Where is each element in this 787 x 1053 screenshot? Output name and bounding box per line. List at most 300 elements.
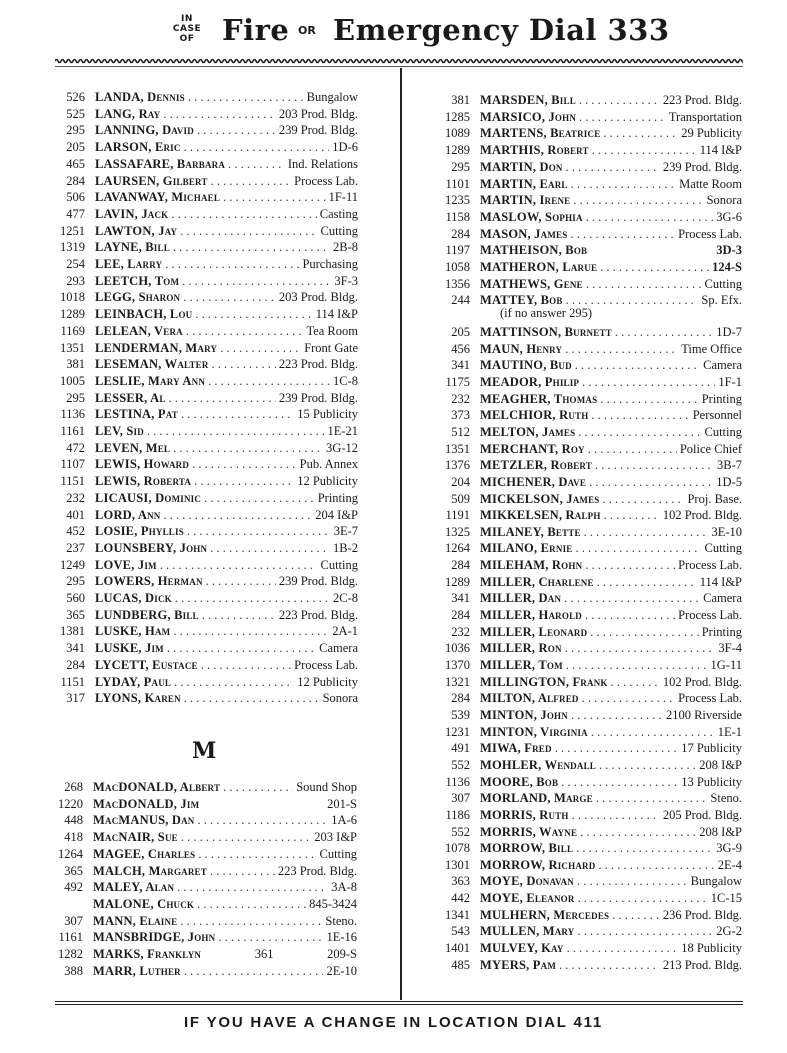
directory-entry	[50, 373, 358, 390]
extension-number: 1005	[60, 373, 85, 388]
location: Front Gate	[304, 340, 358, 355]
extension-number: 509	[451, 491, 470, 506]
employee-name: MINTON, Virginia	[480, 724, 588, 739]
dot-leader	[187, 523, 331, 540]
extension-number: 1058	[445, 260, 470, 274]
employee-name: LANDA, Dennis	[95, 90, 185, 104]
employee-name: MARSDEN, Bill	[480, 93, 576, 107]
location: 1B-2	[333, 540, 358, 555]
extension-number: 1107	[60, 457, 85, 472]
extension-number: 1249	[60, 557, 85, 572]
extension-number	[47, 896, 83, 913]
extension-number: 365	[64, 863, 83, 878]
employee-name: MIKKELSEN, Ralph	[480, 508, 601, 523]
employee-name: LEWIS, Howard	[95, 457, 190, 472]
employee-name: MARR, Luther	[93, 963, 181, 978]
directory-entry	[432, 657, 742, 674]
directory-entry	[432, 824, 742, 841]
directory-entry	[50, 173, 358, 190]
extension-number: 456	[451, 341, 470, 356]
directory-entry	[432, 690, 742, 707]
extension-number: 232	[451, 391, 470, 406]
dot-leader	[210, 540, 330, 557]
employee-name: LASSAFARE, Barbara	[95, 156, 226, 171]
bottom-rule-2	[55, 1004, 743, 1005]
extension-number: 244	[451, 293, 470, 308]
directory-entry	[432, 574, 742, 591]
extension-number: 472	[66, 440, 85, 455]
employee-name: LEV, Sid	[95, 424, 144, 438]
extension-number: 1018	[60, 290, 85, 305]
dot-leader	[577, 873, 688, 890]
dot-leader	[595, 457, 714, 474]
dot-leader	[573, 192, 703, 209]
employee-name: MARTIN, Irene	[480, 193, 571, 208]
directory-entry	[432, 457, 742, 474]
directory-entry	[50, 390, 358, 407]
dot-leader	[580, 824, 696, 841]
employee-name: LEE, Larry	[95, 257, 163, 271]
dot-leader	[201, 657, 291, 674]
extension-number: 1351	[60, 340, 85, 355]
section-heading-m: M	[192, 738, 217, 764]
bottom-rule-1	[55, 1001, 743, 1002]
dot-leader	[604, 507, 660, 524]
dot-leader	[169, 390, 276, 407]
dot-leader	[171, 206, 316, 223]
dot-leader	[195, 306, 312, 323]
dot-leader	[188, 89, 304, 106]
location: 1D-5	[716, 474, 742, 489]
employee-name: LARSON, Eric	[95, 140, 181, 155]
employee-name: MELCHIOR, Ruth	[480, 408, 589, 423]
extension-number: 1169	[60, 323, 85, 338]
dot-leader	[598, 857, 714, 874]
directory-entry	[50, 423, 358, 440]
employee-name: MERCHANT, Roy	[480, 441, 585, 456]
employee-name: MOYE, Eleanor	[480, 891, 575, 906]
directory-entry	[50, 189, 358, 206]
extension-number: 284	[66, 173, 85, 188]
location: 209-S	[327, 947, 357, 961]
location: Cutting	[704, 276, 742, 291]
directory-entry	[47, 946, 357, 963]
location: 223 Prod. Bldg.	[278, 357, 358, 372]
extension-number: 506	[66, 190, 85, 205]
directory-entry	[47, 879, 357, 896]
directory-entry	[432, 341, 742, 358]
extension-number: 232	[66, 490, 85, 505]
location: 3G-12	[326, 440, 358, 455]
location: Cutting	[320, 223, 358, 238]
employee-name: LEETCH, Tom	[95, 273, 180, 288]
employee-name: LESSER, Al	[95, 390, 166, 405]
dot-leader	[578, 923, 714, 940]
dot-leader	[566, 159, 660, 176]
location: Tea Room	[306, 323, 358, 338]
location: 201-S	[327, 796, 357, 811]
location: 223 Prod. Bldg.	[277, 863, 357, 878]
location: 1D-6	[332, 140, 358, 155]
employee-name: MAGEE, Charles	[93, 846, 196, 861]
directory-entry	[432, 873, 742, 890]
directory-entry	[432, 940, 742, 957]
location: 223 Prod. Bldg.	[278, 607, 358, 622]
location: 3B-7	[717, 458, 742, 473]
dot-leader	[184, 963, 324, 980]
extension-number: 1151	[60, 474, 85, 489]
location: Cutting	[704, 424, 742, 439]
dot-leader	[212, 356, 276, 373]
location: Printing	[701, 624, 742, 639]
extension-number: 365	[66, 607, 85, 622]
dot-leader	[163, 106, 275, 123]
dot-leader	[600, 259, 709, 276]
employee-name: LEINBACH, Lou	[95, 307, 193, 322]
employee-name: MORRIS, Wayne	[480, 824, 578, 839]
extension-number: 1264	[445, 541, 470, 556]
directory-entry	[432, 790, 742, 807]
extension-number: 1370	[445, 658, 470, 672]
dot-leader	[591, 407, 689, 424]
location: 2100 Riverside	[665, 707, 742, 722]
extension-number: 1101	[445, 176, 470, 191]
dot-leader	[192, 456, 297, 473]
extension-number: 1186	[445, 807, 470, 822]
employee-name: MULLEN, Mary	[480, 924, 575, 939]
extension-number: 1301	[445, 857, 470, 872]
extension-number: 452	[66, 524, 85, 539]
location: Cutting	[319, 846, 357, 861]
employee-name: MILLER, Harold	[480, 608, 582, 623]
extension-number: 381	[451, 93, 470, 107]
dot-leader	[218, 929, 323, 946]
extension-number: 1319	[60, 240, 85, 255]
directory-entry	[432, 374, 742, 391]
dot-leader	[565, 640, 716, 657]
dot-leader	[208, 373, 330, 390]
location: Sonora	[706, 193, 742, 208]
location: 223 Prod. Bldg.	[662, 93, 742, 107]
dot-leader	[184, 690, 320, 707]
directory-entry	[432, 907, 742, 924]
location: 114 I&P	[699, 574, 742, 589]
location: Bungalow	[306, 90, 358, 104]
location: 102 Prod. Bldg.	[662, 674, 742, 689]
extension-number: 341	[451, 358, 470, 373]
employee-name: LAURSEN, Gilbert	[95, 173, 208, 188]
extension-number: 465	[66, 156, 85, 171]
dot-leader	[578, 890, 708, 907]
directory-entry	[432, 957, 742, 974]
directory-entry	[50, 106, 358, 123]
dot-leader	[570, 226, 675, 243]
directory-entry	[50, 473, 358, 490]
extension-number: 205	[451, 325, 470, 339]
employee-name: MASLOW, Sophia	[480, 209, 583, 224]
dot-leader	[575, 540, 701, 557]
dot-leader	[612, 907, 660, 924]
extension-number: 1191	[445, 508, 470, 523]
extension-number: 1285	[445, 109, 470, 124]
directory-entry	[50, 573, 358, 590]
directory-entry	[50, 273, 358, 290]
directory-entry	[432, 441, 742, 458]
location: 3D-3	[716, 243, 742, 258]
employee-name: MORLAND, Marge	[480, 791, 593, 806]
extension-number: 485	[451, 957, 470, 972]
location: Purchasing	[302, 257, 358, 271]
directory-entry	[432, 125, 742, 142]
extension-number: 560	[66, 591, 85, 605]
directory-entry	[47, 863, 357, 880]
extension-number: 1321	[445, 674, 470, 689]
dot-leader	[567, 940, 679, 957]
directory-entry	[50, 156, 358, 173]
employee-name: MULHERN, Mercedes	[480, 907, 610, 922]
dot-leader	[566, 657, 708, 674]
employee-name: LOVE, Jim	[95, 557, 157, 572]
location: Printing	[317, 490, 358, 505]
location: 2E-10	[326, 963, 357, 978]
employee-name: MALEY, Alan	[93, 880, 175, 895]
employee-name: LYDAY, Paul	[95, 674, 172, 689]
directory-entry	[50, 640, 358, 657]
location: Steno.	[710, 791, 742, 806]
extension-number: 388	[64, 963, 83, 978]
extension-number: 295	[66, 123, 85, 138]
directory-entry	[432, 209, 742, 226]
header-fire: Fire	[222, 13, 290, 47]
employee-name: LICAUSI, Dominic	[95, 490, 202, 505]
location: 239 Prod. Bldg.	[278, 390, 358, 405]
extension-number: 552	[451, 757, 470, 772]
directory-entry	[432, 774, 742, 791]
employee-name: MICHENER, Dave	[480, 474, 587, 489]
extension-number: 1089	[445, 126, 470, 141]
directory-entry	[47, 929, 357, 946]
employee-name: MILLER, Ron	[480, 641, 562, 656]
extension-number: 526	[66, 90, 85, 104]
directory-entry	[432, 159, 742, 176]
extension-number: 373	[451, 408, 470, 423]
employee-name: MILEHAM, Rohn	[480, 558, 583, 573]
directory-entry	[50, 340, 358, 357]
location: Sonora	[322, 691, 358, 706]
directory-entry	[432, 724, 742, 741]
dot-leader	[571, 707, 663, 724]
directory-entry	[432, 540, 742, 557]
dot-leader	[173, 239, 330, 256]
employee-name: LANG, Ray	[95, 106, 161, 121]
employee-name: MILLINGTON, Frank	[480, 674, 608, 689]
directory-entry	[432, 474, 742, 491]
employee-name: METZLER, Robert	[480, 458, 592, 473]
employee-name: MARSICO, John	[480, 109, 577, 124]
dot-leader	[586, 209, 714, 226]
location: 3E-10	[711, 524, 742, 539]
directory-entry	[50, 356, 358, 373]
dot-leader	[555, 740, 679, 757]
dot-leader	[204, 490, 315, 507]
directory-entry	[432, 407, 742, 424]
extension-number: 1078	[445, 841, 470, 856]
directory-entry	[50, 289, 358, 306]
dot-leader	[177, 879, 328, 896]
directory-entry	[47, 846, 357, 863]
dot-leader	[591, 724, 715, 741]
location: 114 I&P	[315, 307, 358, 322]
dot-leader	[615, 324, 713, 341]
extension-number: 317	[66, 691, 85, 706]
extension-number: 284	[451, 691, 470, 706]
extension-number: 295	[66, 574, 85, 589]
employee-name: LENDERMAN, Mary	[95, 340, 218, 355]
extension-number: 1376	[445, 458, 470, 473]
directory-entry	[432, 491, 742, 508]
employee-name: MacDONALD, Jim	[93, 796, 200, 811]
employee-name: MacNAIR, Sue	[93, 830, 178, 845]
location: 203 I&P	[314, 830, 357, 845]
extension-number: 1289	[445, 574, 470, 589]
dot-leader	[588, 441, 677, 458]
employee-name: MILLER, Charlene	[480, 574, 594, 589]
employee-name: LAVANWAY, Michael	[95, 190, 221, 205]
location: 208 I&P	[699, 757, 742, 772]
wavy-divider	[55, 57, 743, 69]
extension-number: 525	[66, 106, 85, 121]
employee-name: LOUNSBERY, John	[95, 540, 208, 555]
location: 1E-21	[327, 424, 358, 438]
directory-entry	[50, 89, 358, 106]
directory-entry	[432, 890, 742, 907]
directory-entry	[432, 276, 742, 293]
employee-name: MacDONALD, Albert	[93, 780, 221, 794]
dot-leader	[582, 374, 715, 391]
extension-number: 1151	[60, 674, 85, 689]
employee-name: MATTINSON, Burnett	[480, 325, 612, 339]
directory-entry	[50, 674, 358, 691]
directory-entry	[50, 306, 358, 323]
mattey-note: (if no answer 295)	[500, 306, 592, 320]
extension-number: 254	[66, 257, 85, 271]
employee-name: LELEAN, Vera	[95, 323, 183, 338]
employee-name: MORROW, Bill	[480, 841, 574, 856]
dot-leader	[582, 690, 676, 707]
location: 203 Prod. Bldg.	[278, 106, 358, 121]
extension-number: 1289	[60, 307, 85, 322]
dot-leader	[210, 863, 275, 880]
spacer	[587, 242, 716, 259]
dot-leader	[603, 125, 678, 142]
dot-leader	[181, 406, 294, 423]
dot-leader	[579, 109, 666, 126]
dot-leader	[164, 507, 313, 524]
employee-name: LORD, Ann	[95, 507, 161, 522]
employee-name: MIWA, Fred	[480, 741, 552, 756]
directory-entry	[50, 490, 358, 507]
employee-name: MINTON, John	[480, 707, 568, 722]
extension-number: 293	[66, 273, 85, 288]
directory-entry	[432, 242, 742, 259]
location: 102 Prod. Bldg.	[662, 508, 742, 523]
dot-leader	[576, 840, 713, 857]
dot-leader	[206, 573, 276, 590]
extension-number: 232	[451, 624, 470, 639]
dot-leader	[198, 846, 316, 863]
directory-entry	[432, 607, 742, 624]
extension-number: 1251	[60, 223, 85, 238]
dot-leader	[586, 276, 702, 293]
location: 1E-16	[326, 930, 357, 945]
dot-leader	[194, 473, 294, 490]
dot-leader	[184, 139, 330, 156]
location: Steno.	[325, 913, 357, 928]
employee-name: LAWTON, Jay	[95, 223, 178, 238]
dot-leader	[181, 829, 311, 846]
dot-leader	[565, 341, 678, 358]
dot-leader	[585, 607, 675, 624]
directory-entry	[50, 223, 358, 240]
employee-name: MARTIN, Don	[480, 159, 563, 174]
employee-name: MOYE, Donavan	[480, 874, 574, 889]
location: Process Lab.	[678, 558, 742, 573]
extension-number: 1036	[445, 641, 470, 656]
location: Cutting	[704, 541, 742, 556]
directory-entry	[432, 707, 742, 724]
location: 1C-15	[710, 891, 742, 906]
employee-name: LEVEN, Mel	[95, 440, 171, 455]
dot-leader	[197, 122, 276, 139]
location: Matte Room	[679, 176, 742, 191]
directory-entry	[432, 674, 742, 691]
employee-name: MILLER, Leonard	[480, 624, 588, 639]
location: 3F-4	[718, 641, 742, 656]
extension-number: 284	[451, 226, 470, 241]
dot-leader	[223, 779, 293, 796]
extension-number: 1264	[58, 846, 83, 861]
dot-leader	[173, 623, 329, 640]
directory-entry	[432, 507, 742, 524]
employee-name: MASON, James	[480, 226, 568, 241]
location: 1F-1	[718, 374, 742, 389]
directory-entry	[47, 896, 357, 913]
page-header	[0, 0, 787, 62]
extension-number: 1356	[445, 276, 470, 291]
location: 18 Publicity	[681, 941, 742, 956]
location: 2C-8	[333, 591, 358, 605]
employee-name: MOHLER, Wendall	[480, 757, 596, 772]
extension-number: 1158	[445, 209, 470, 224]
location: 239 Prod. Bldg.	[278, 123, 358, 138]
directory-entry	[47, 963, 357, 980]
location: Bungalow	[690, 874, 742, 889]
location: Process Lab.	[678, 608, 742, 623]
location: Casting	[319, 206, 358, 221]
directory-entry	[50, 206, 358, 223]
directory-entry	[432, 357, 742, 374]
employee-name: LUNDBERG, Bill	[95, 607, 199, 622]
employee-name: MORRIS, Ruth	[480, 807, 569, 822]
extension-number: 418	[64, 830, 83, 845]
employee-name: LUSKE, Ham	[95, 624, 171, 639]
location: 3E-7	[333, 524, 358, 539]
employee-name: LAYNE, Bill	[95, 240, 170, 255]
dot-leader	[183, 289, 276, 306]
dot-leader	[167, 640, 316, 657]
location: 1F-11	[328, 190, 358, 205]
location: 3F-3	[334, 273, 358, 288]
